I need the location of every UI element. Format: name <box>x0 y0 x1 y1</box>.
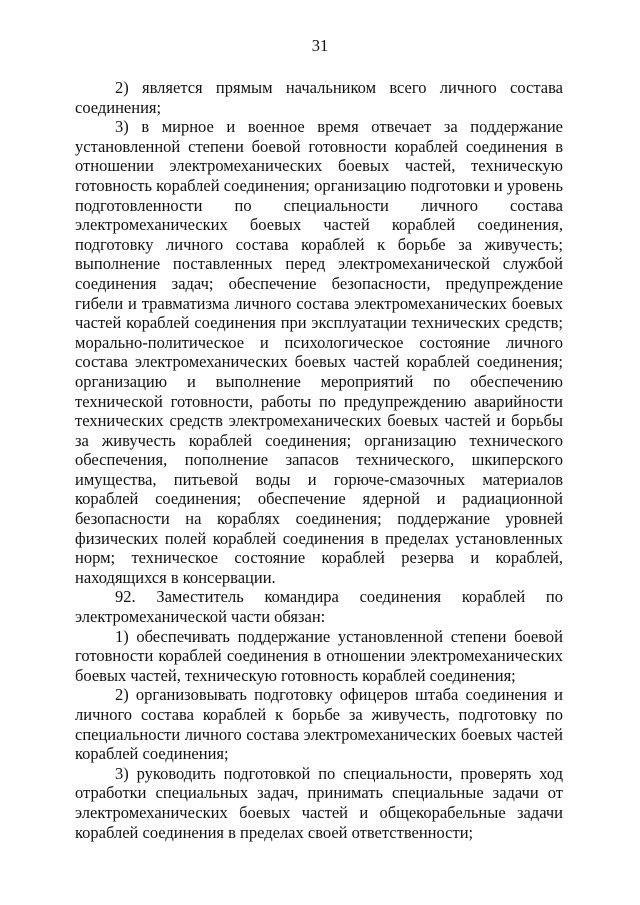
page-number: 31 <box>311 36 329 55</box>
paragraph-item-3: 3) в мирное и военное время отвечает за поддержание установленной степени боевой готовности кораблей соединения в отношении электромеханических боевых частей, техническую готовность кораблей соединения; организацию подготовки и уровень подготовленности по специальности личного состава электромеханических боевых частей кораблей соединения, подготовку личного состава кораблей к борьбе за живучесть; выполнение поставленных перед электромеханической службой соединения задач; обеспечение безопасности, предупреждение гибели и травматизма личного состава электромеханических боевых частей кораблей соединения при эксплуатации технических средств; морально-политическое и психологическое состояние личного состава электромеханических боевых частей кораблей соединения; организацию и выполнение мероприятий по обеспечению технической готовности, работы по предупреждению аварийности технических средств электромеханических боевых частей и борьбы за живучесть кораблей соединения; организацию технического обеспечения, пополнение запасов технического, шкиперского имущества, питьевой воды и горюче-смазочных материалов кораблей соединения; обеспечение ядерной и радиационной безопасности на кораблях соединения; поддержание уровней физических полей кораблей соединения в пределах установленных норм; техническое состояние кораблей резерва и кораблей, находящихся в консервации. <box>75 117 563 587</box>
paragraph-duty-1: 1) обеспечивать поддержание установленной степени боевой готовности кораблей соединения в отношении электромеханических боевых частей, техническую готовность кораблей соединения; <box>75 626 563 685</box>
paragraph-item-2: 2) является прямым начальником всего личного состава соединения; <box>75 78 563 117</box>
paragraph-duty-2: 2) организовывать подготовку офицеров штаба соединения и личного состава кораблей к борьбе за живучесть, подготовку по специальности личного состава электромеханических боевых частей кораблей соединения; <box>75 685 563 764</box>
document-body <box>75 78 563 842</box>
paragraph-section-92: 92. Заместитель командира соединения кораблей по электромеханической части обязан: <box>75 587 563 627</box>
paragraph-duty-3: 3) руководить подготовкой по специальности, проверять ход отработки специальных задач, принимать специальные задачи от электромеханических боевых частей и общекорабельные задачи кораблей соединения в пределах своей ответственности; <box>75 763 563 842</box>
